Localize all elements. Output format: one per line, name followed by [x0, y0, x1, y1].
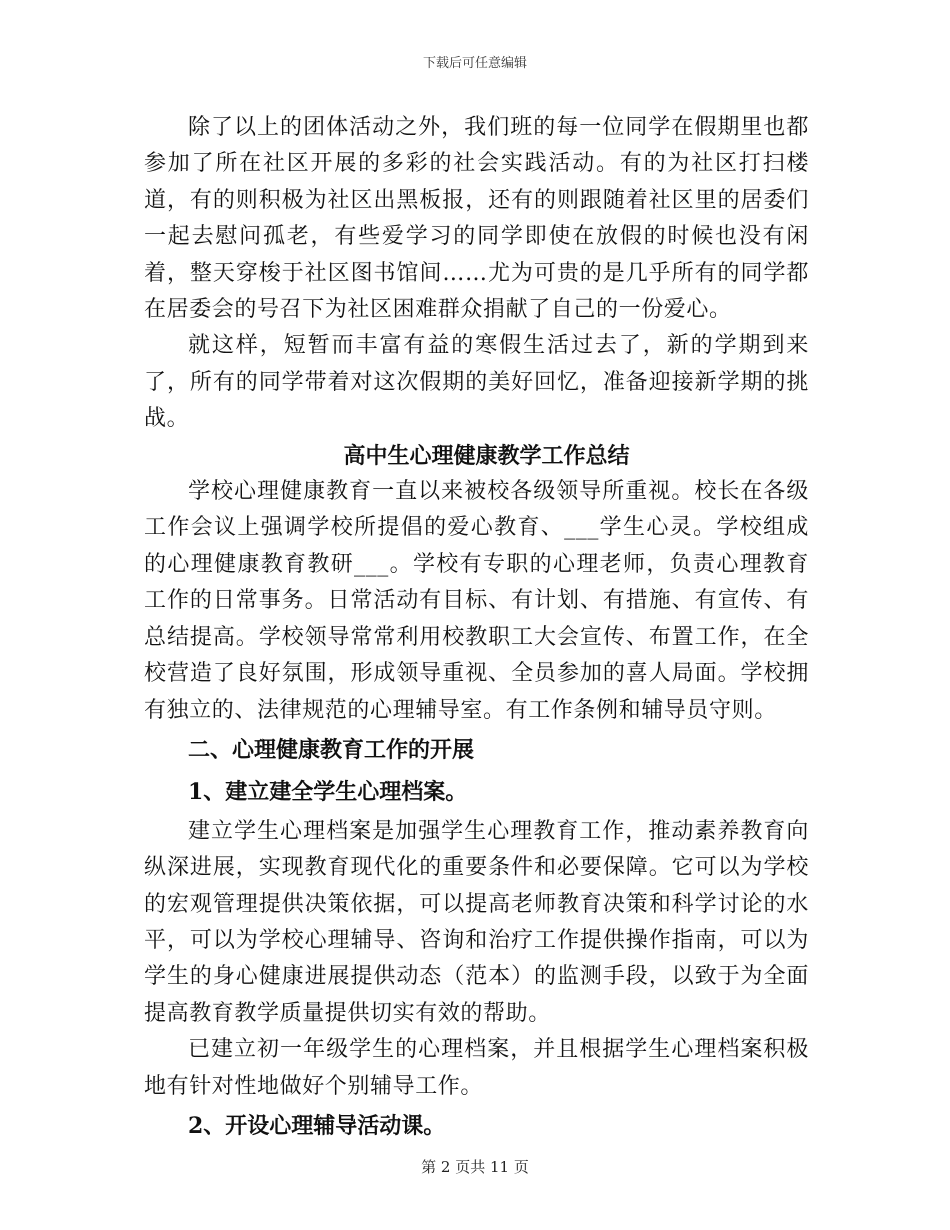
paragraph-community-activities: 除了以上的团体活动之外，我们班的每一位同学在假期里也都参加了所在社区开展的多彩的社会实践活动。有的为社区打扫楼道，有的则积极为社区出黑板报，还有的则跟随着社区里的居委们一起去慰问孤老，有些爱学习的同学即使在放假的时候也没有闲着，整天穿梭于社区图书馆间……尤为可贵的是几乎所有的同学都在居委会的号召下为社区困难群众捐献了自己的一份爱心。 — [144, 115, 809, 323]
heading-counseling-class: 2、开设心理辅导活动课。 — [188, 1112, 446, 1139]
heading-work-development: 二、心理健康教育工作的开展 — [188, 736, 475, 763]
paragraph-archives-established: 已建立初一年级学生的心理档案，并且根据学生心理档案积极地有针对性地做好个别辅导工作。 — [144, 1037, 809, 1099]
section-title: 高中生心理健康教学工作总结 — [343, 442, 630, 469]
page-footer: 第 2 页共 11 页 — [421, 1158, 529, 1176]
heading-student-archives: 1、建立建全学生心理档案。 — [188, 779, 468, 806]
page-header: 下载后可任意编辑 — [422, 56, 527, 71]
document-body — [144, 110, 809, 1147]
paragraph-school-mental-health: 学校心理健康教育一直以来被校各级领导所重视。校长在各级工作会议上强调学校所提倡的爱心教育、___学生心灵。学校组成的心理健康教育教研___。学校有专职的心理老师，负责心理教育工作的日常事务。日常活动有目标、有计划、有措施、有宣传、有总结提高。学校领导常常利用校教职工大会宣传、布置工作，在全校营造了良好氛围，形成领导重视、全员参加的喜人局面。学校拥有独立的、法律规范的心理辅导室。有工作条例和辅导员守则。 — [144, 479, 809, 723]
paragraph-archives-importance: 建立学生心理档案是加强学生心理教育工作，推动素养教育向纵深进展，实现教育现代化的重要条件和必要保障。它可以为学校的宏观管理提供决策依据，可以提高老师教育决策和科学讨论的水平，可以为学校心理辅导、咨询和治疗工作提供操作指南，可以为学生的身心健康进展提供动态（范本）的监测手段，以致于为全面提高教育教学质量提供切实有效的帮助。 — [144, 818, 809, 1026]
paragraph-new-semester: 就这样，短暂而丰富有益的寒假生活过去了，新的学期到来了，所有的同学带着对这次假期的美好回忆，准备迎接新学期的挑战。 — [144, 333, 809, 432]
